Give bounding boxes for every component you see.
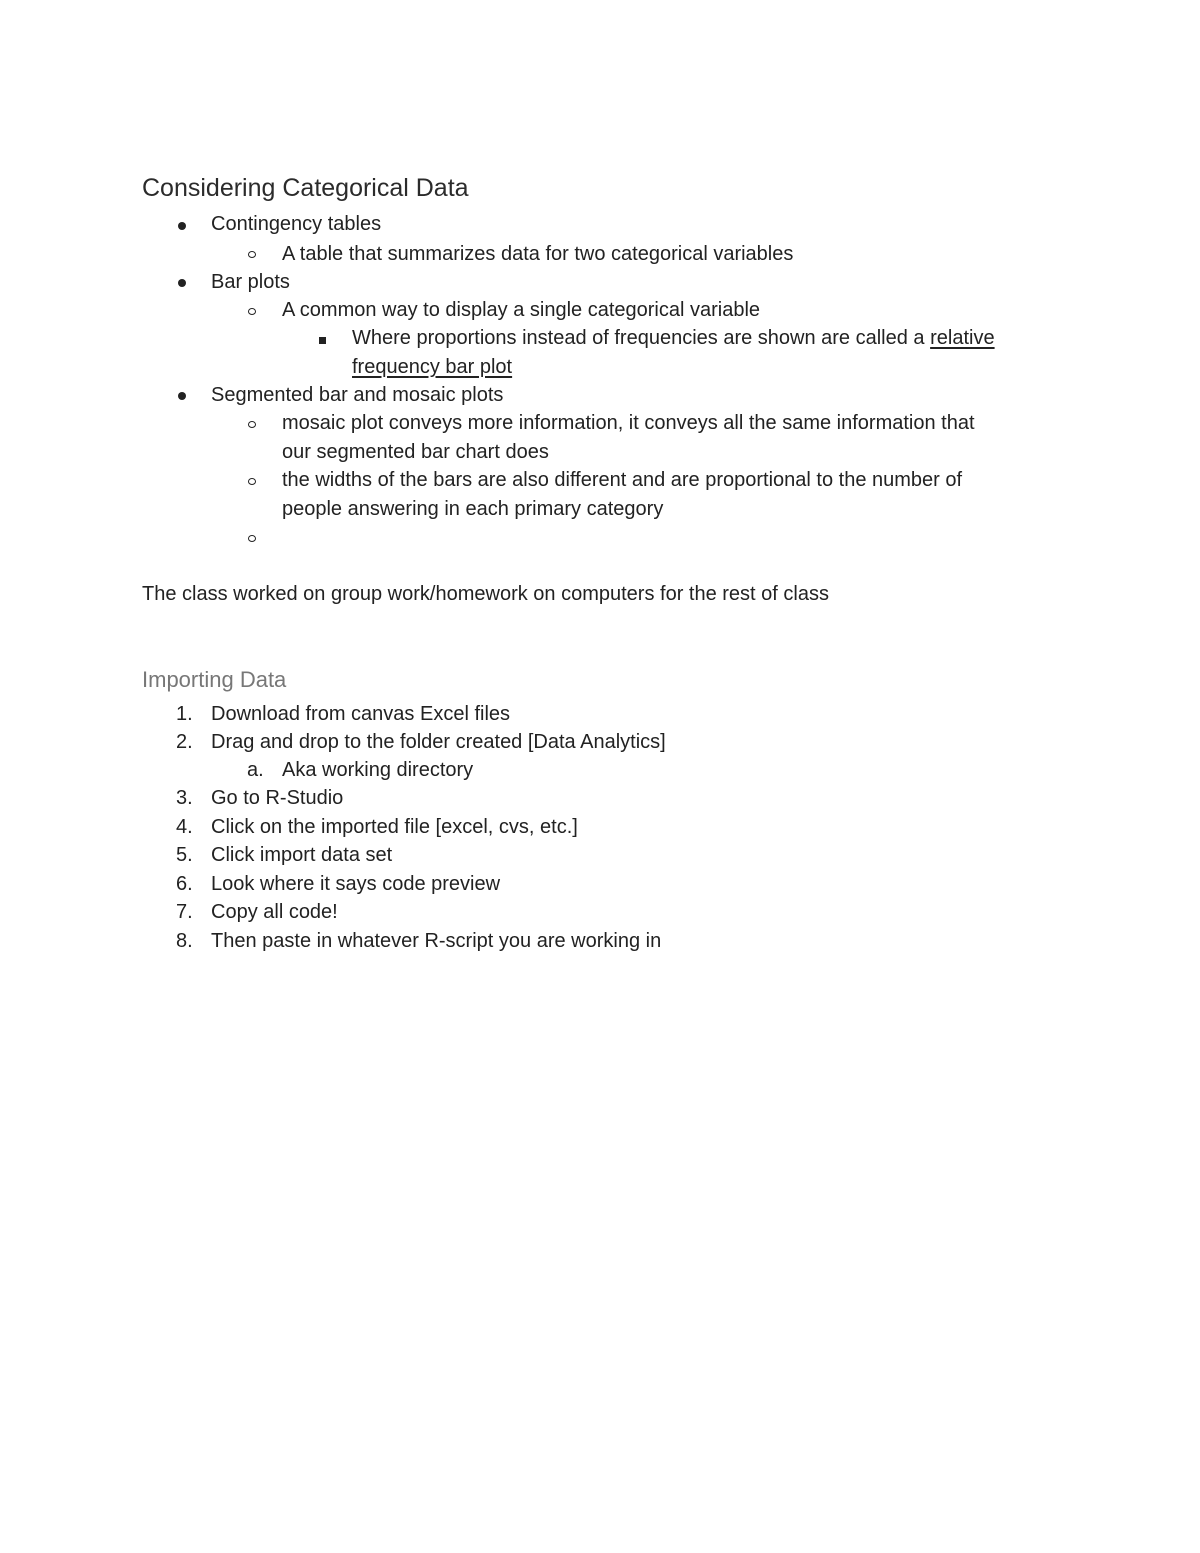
list-number: 1. <box>176 703 193 725</box>
list-item: mosaic plot conveys more information, it conveys all the same information that <box>282 412 975 434</box>
underlined-term: frequency bar plot <box>352 356 513 378</box>
bullet-circle-icon <box>248 478 256 485</box>
list-item <box>352 324 995 352</box>
list-number: 3. <box>176 787 193 809</box>
bullet-circle-icon <box>248 308 256 315</box>
list-item: Drag and drop to the folder created [Data Analytics] <box>211 731 666 753</box>
list-item: A common way to display a single categorical variable <box>282 299 761 321</box>
list-item: A table that summarizes data for two categorical variables <box>282 243 794 265</box>
bullet-disc-icon <box>178 222 186 230</box>
list-item: Segmented bar and mosaic plots <box>211 384 504 406</box>
bullet-circle-icon <box>248 535 256 542</box>
section-heading-categorical: Considering Categorical Data <box>142 174 469 202</box>
list-number: 5. <box>176 844 193 866</box>
list-number: 7. <box>176 901 193 923</box>
section-heading-importing: Importing Data <box>142 667 287 692</box>
bullet-disc-icon <box>178 279 186 287</box>
list-item: Bar plots <box>211 271 290 293</box>
list-number: 4. <box>176 816 193 838</box>
paragraph-text: The class worked on group work/homework on computers for the rest of class <box>142 583 829 605</box>
list-item: Contingency tables <box>211 213 382 235</box>
underlined-term: relative <box>930 327 995 349</box>
list-item: Copy all code! <box>211 901 338 923</box>
list-item: Go to R-Studio <box>211 787 344 809</box>
list-item: Click on the imported file [excel, cvs, etc.] <box>211 816 578 838</box>
list-item: Look where it says code preview <box>211 873 501 895</box>
list-item: Then paste in whatever R-script you are working in <box>211 930 662 952</box>
list-number: 2. <box>176 731 193 753</box>
list-letter: a. <box>247 759 264 781</box>
bullet-square-icon <box>319 337 326 344</box>
bullet-circle-icon <box>248 251 256 258</box>
bullet-disc-icon <box>178 392 186 400</box>
list-item: the widths of the bars are also different and are proportional to the number of <box>282 469 963 491</box>
list-item: Download from canvas Excel files <box>211 703 511 725</box>
list-item-text: Where proportions instead of frequencies are shown are called a <box>352 327 931 349</box>
list-number: 6. <box>176 873 193 895</box>
list-item: Click import data set <box>211 844 393 866</box>
list-item: Aka working directory <box>282 759 474 781</box>
list-item-continuation: people answering in each primary category <box>282 498 664 520</box>
list-item-continuation: our segmented bar chart does <box>282 441 549 463</box>
bullet-circle-icon <box>248 421 256 428</box>
list-number: 8. <box>176 930 193 952</box>
